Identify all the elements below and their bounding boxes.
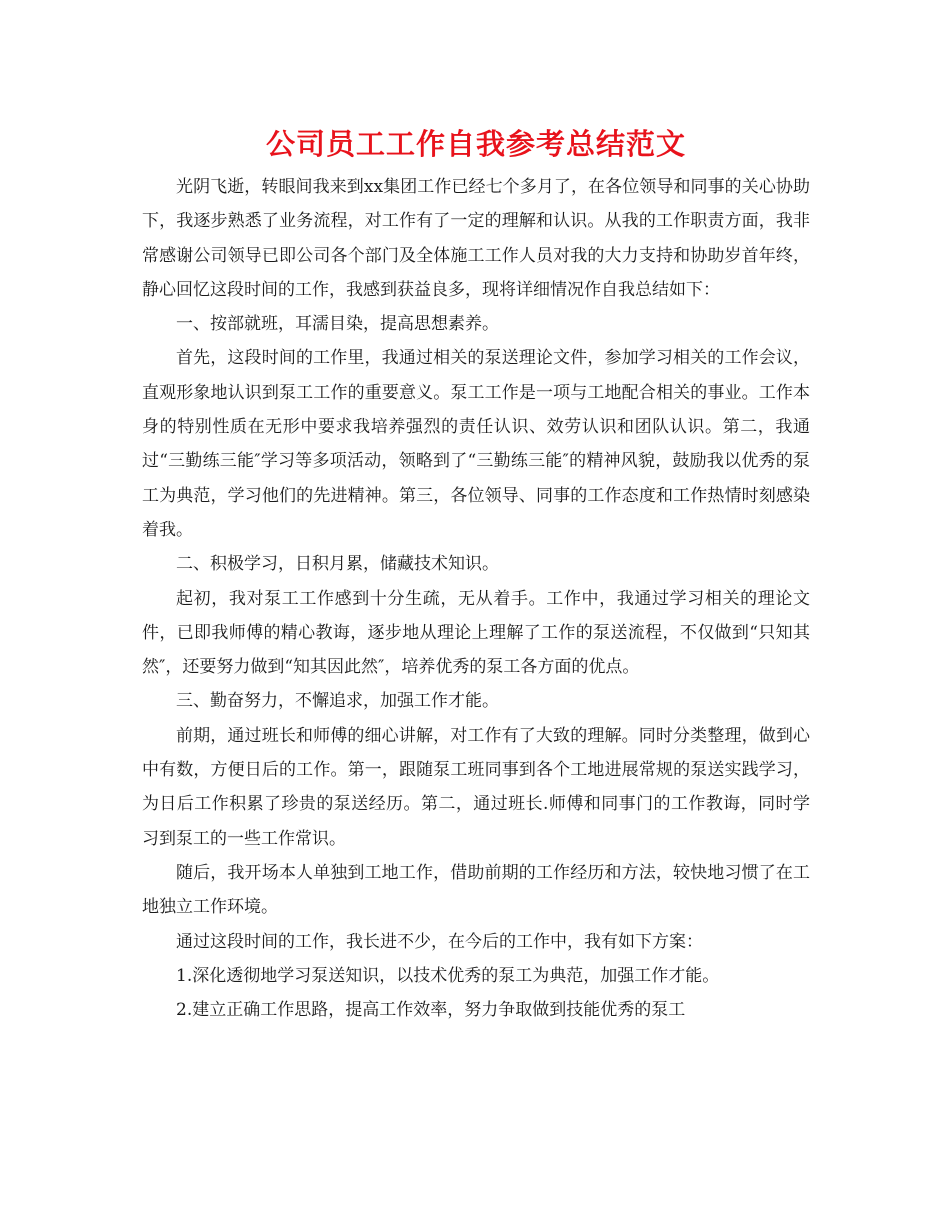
paragraph-section-1: 首先，这段时间的工作里，我通过相关的泵送理论文件，参加学习相关的工作会议，直观形象地认识到泵工工作的重要意义。泵工工作是一项与工地配合相关的事业。工作本身的特别性质在无形中要求我培养强烈的责任认识、效劳认识和团队认识。第二，我通过“三勤练三能″学习等多项活动，领略到了“三勤练三能″的精神风貌，鼓励我以优秀的泵工为典范，学习他们的先进精神。第三，各位领导、同事的工作态度和工作热情时刻感染着我。 bbox=[142, 348, 810, 540]
paragraph-plan-intro: 通过这段时间的工作，我长进不少，在今后的工作中，我有如下方案： bbox=[176, 931, 703, 952]
plan-item-2: 2.建立正确工作思路，提高工作效率，努力争取做到技能优秀的泵工 bbox=[176, 1000, 686, 1021]
plan-item-1: 1.深化透彻地学习泵送知识，以技术优秀的泵工为典范，加强工作才能。 bbox=[176, 965, 720, 986]
document-body bbox=[142, 170, 810, 1027]
paragraph-independent-work: 随后，我开场本人单独到工地工作，借助前期的工作经历和方法，较快地习惯了在工地独立工作环境。 bbox=[142, 862, 810, 918]
document-page bbox=[142, 118, 810, 1027]
document-title: 公司员工工作自我参考总结范文 bbox=[265, 127, 686, 161]
heading-section-2: 二、积极学习，日积月累，储藏技术知识。 bbox=[176, 554, 499, 575]
paragraph-section-3: 前期，通过班长和师傅的细心讲解，对工作有了大致的理解。同时分类整理，做到心中有数，方便日后的工作。第一，跟随泵工班同事到各个工地进展常规的泵送实践学习，为日后工作积累了珍贵的泵送经历。第二，通过班长.师傅和同事门的工作教诲，同时学习到泵工的一些工作常识。 bbox=[142, 725, 810, 849]
paragraph-intro: 光阴飞逝，转眼间我来到xx集团工作已经七个多月了，在各位领导和同事的关心协助下，我逐步熟悉了业务流程，对工作有了一定的理解和认识。从我的工作职责方面，我非常感谢公司领导已即公司各个部门及全体施工工作人员对我的大力支持和协助岁首年终，静心回忆这段时间的工作，我感到获益良多，现将详细情况作自我总结如下： bbox=[142, 177, 810, 300]
heading-section-1: 一、按部就班，耳濡目染，提高思想素养。 bbox=[176, 314, 499, 335]
heading-section-3: 三、勤奋努力，不懈追求，加强工作才能。 bbox=[176, 691, 499, 712]
paragraph-section-2: 起初，我对泵工工作感到十分生疏，无从着手。工作中，我通过学习相关的理论文件，已即我师傅的精心教诲，逐步地从理论上理解了工作的泵送流程，不仅做到“只知其然″，还要努力做到“知其因此然″，培养优秀的泵工各方面的优点。 bbox=[142, 588, 810, 678]
